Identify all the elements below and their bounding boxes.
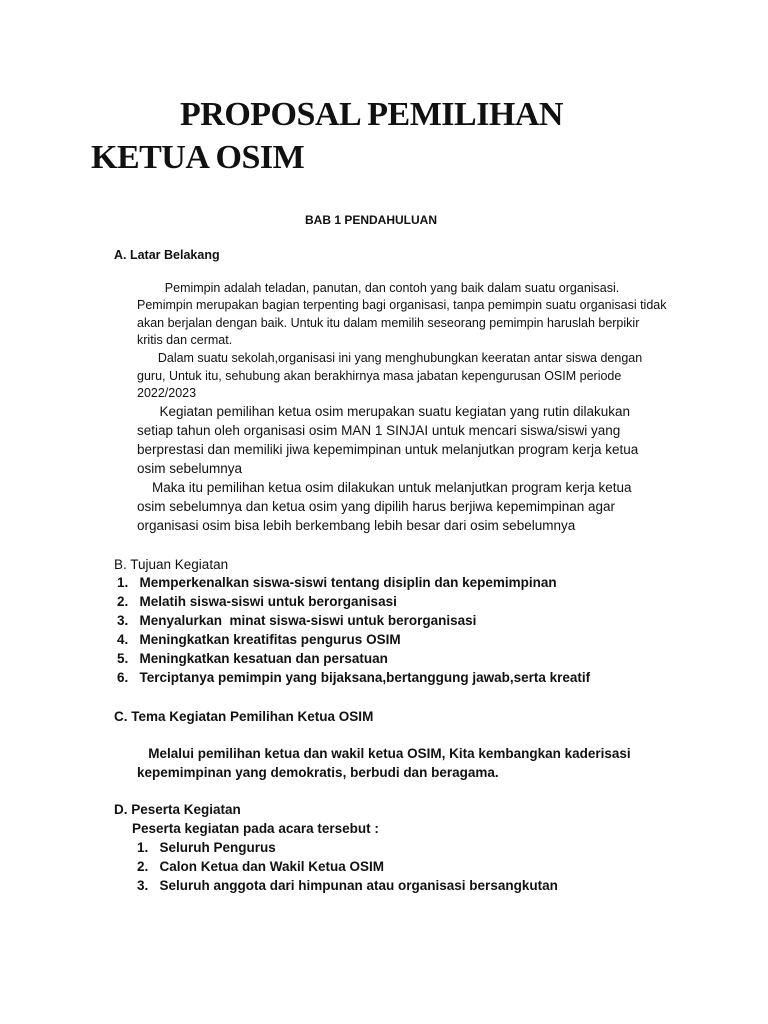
chapter-heading: BAB 1 PENDAHULUAN <box>305 213 438 227</box>
section-d-heading: D. Peserta Kegiatan <box>114 802 241 817</box>
paragraph-line: setiap tahun oleh organisasi osim MAN 1 SINJAI untuk mencari siswa/siswi yang <box>137 423 621 438</box>
list-item: 3. Menyalurkan minat siswa-siswi untuk berorganisasi <box>117 613 477 628</box>
paragraph-line: Dalam suatu sekolah,organisasi ini yang menghubungkan keeratan antar siswa dengan <box>137 351 643 365</box>
list-item: 2. Melatih siswa-siswi untuk berorganisasi <box>117 594 397 609</box>
paragraph-line: osim sebelumnya <box>137 461 243 476</box>
list-item: 1. Memperkenalkan siswa-siswi tentang disiplin dan kepemimpinan <box>117 575 557 590</box>
paragraph-line: kepemimpinan yang demokratis, berbudi dan beragama. <box>137 765 499 780</box>
paragraph-line: berprestasi dan memiliki jiwa kepemimpinan untuk melanjutkan program kerja ketua <box>137 442 639 457</box>
list-item: 2. Calon Ketua dan Wakil Ketua OSIM <box>137 859 385 874</box>
section-b-heading: B. Tujuan Kegiatan <box>114 557 229 572</box>
section-a-heading: A. Latar Belakang <box>114 248 220 262</box>
paragraph-line: Melalui pemilihan ketua dan wakil ketua OSIM, Kita kembangkan kaderisasi <box>137 746 631 761</box>
paragraph-line: akan berjalan dengan baik. Untuk itu dalam memilih seseorang pemimpin haruslah berpikir <box>137 316 640 330</box>
section-d-intro: Peserta kegiatan pada acara tersebut : <box>132 821 379 836</box>
list-item: 3. Seluruh anggota dari himpunan atau organisasi bersangkutan <box>137 878 558 893</box>
list-item: 6. Terciptanya pemimpin yang bijaksana,bertanggung jawab,serta kreatif <box>117 670 591 685</box>
paragraph-line: Maka itu pemilihan ketua osim dilakukan untuk melanjutkan program kerja ketua <box>137 480 632 495</box>
paragraph-line: Pemimpin merupakan bagian terpenting bagi organisasi, tanpa pemimpin suatu organisasi tidak <box>137 298 667 312</box>
paragraph-line: osim sebelumnya dan ketua osim yang dipilih harus berjiwa kepemimpinan agar <box>137 499 616 514</box>
paragraph-line: kritis dan cermat. <box>137 333 233 347</box>
paragraph-line: 2022/2023 <box>137 386 197 400</box>
document-title-line-1: PROPOSAL PEMILIHAN <box>180 96 563 133</box>
paragraph-line: organisasi osim bisa lebih berkembang lebih besar dari osim sebelumnya <box>137 518 576 533</box>
paragraph-line: guru, Untuk itu, sehubung akan berakhirnya masa jabatan kepengurusan OSIM periode <box>137 369 622 383</box>
paragraph-line: Pemimpin adalah teladan, panutan, dan contoh yang baik dalam suatu organisasi. <box>137 281 620 295</box>
list-item: 1. Seluruh Pengurus <box>137 840 276 855</box>
list-item: 4. Meningkatkan kreatifitas pengurus OSIM <box>117 632 401 647</box>
section-c-heading: C. Tema Kegiatan Pemilihan Ketua OSIM <box>114 709 374 724</box>
document-title-line-2: KETUA OSIM <box>91 139 305 176</box>
paragraph-line: Kegiatan pemilihan ketua osim merupakan suatu kegiatan yang rutin dilakukan <box>137 404 631 419</box>
list-item: 5. Meningkatkan kesatuan dan persatuan <box>117 651 388 666</box>
